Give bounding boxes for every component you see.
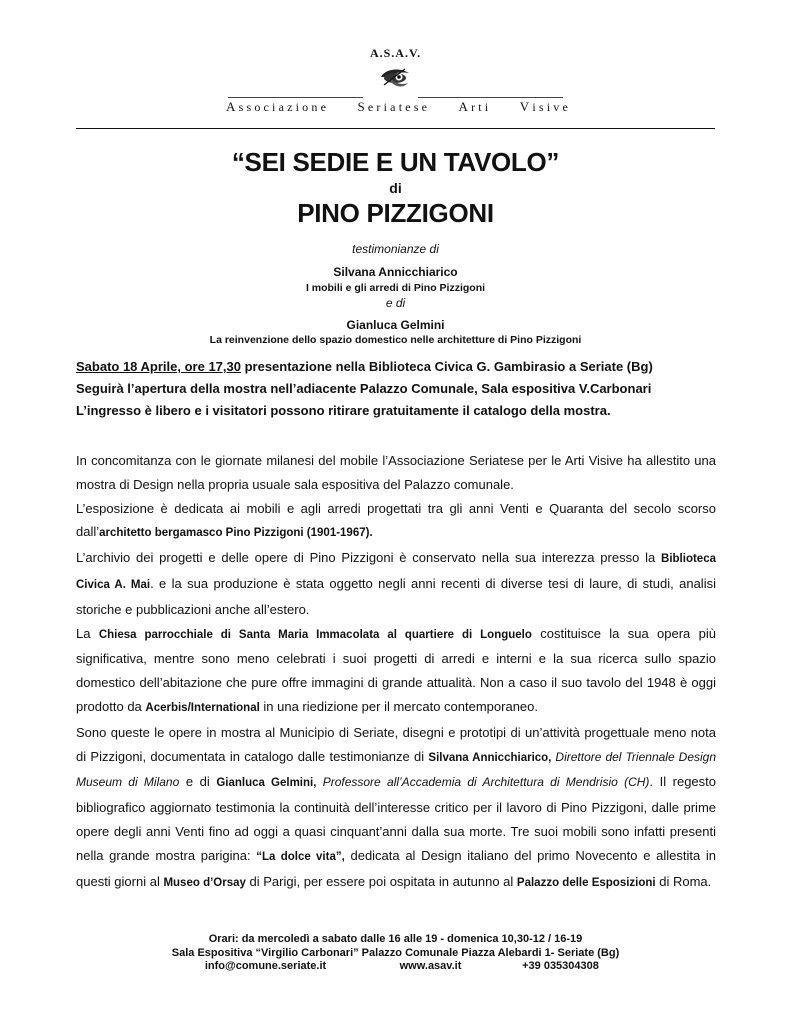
second-author-name: Gianluca Gelmini <box>346 318 445 332</box>
footer <box>0 933 791 974</box>
org-abbreviation: A.S.A.V. <box>369 46 422 60</box>
paragraph <box>76 497 716 547</box>
exhibition-title: “SEI SEDIE E UN TAVOLO” <box>231 147 560 177</box>
highlight: Silvana Annicchiarico, <box>428 751 552 764</box>
event-line-admission: L’ingresso è libero e i visitatori possono ritirare gratuitamente il catalogo della mostra. <box>76 403 611 418</box>
text: e di <box>179 774 217 790</box>
org-name-word <box>226 99 329 115</box>
event-date: Sabato 18 Aprile, ore 17,30 <box>76 359 241 374</box>
contacts <box>0 960 791 974</box>
org-name-word <box>459 99 492 115</box>
press-release-body <box>76 449 716 895</box>
initial: A <box>458 99 472 114</box>
word-rest: isive <box>532 100 571 114</box>
artist-name: PINO PIZZIGONI <box>297 198 494 228</box>
first-author-name: Silvana Annicchiarico <box>333 265 458 279</box>
asav-logo-icon <box>375 63 415 93</box>
highlight: Gianluca Gelmini, <box>216 777 317 790</box>
text: Sono queste le opere in mostra al Municipio di Seriate, disegni e prototipi di un’attività progettuale meno nota di Pizzigoni, documentata in catalogo dalle testimonianze di <box>76 724 716 764</box>
second-author-work: La reinvenzione dello spazio domestico nelle architetture di Pino Pizzigoni <box>209 334 582 346</box>
initial: A <box>226 99 239 114</box>
text: di Parigi, per essere poi ospitata in autunno al <box>245 873 517 889</box>
phone-number: +39 035304308 <box>522 960 599 972</box>
credits-joiner: e di <box>385 296 406 310</box>
email-link[interactable]: info@comune.seriate.it <box>204 960 327 972</box>
first-author-work: I mobili e gli arredi di Pino Pizzigoni <box>305 282 486 294</box>
text: L’archivio dei progetti e delle opere di Pino Pizzigoni è conservato nella sua interezza presso la <box>76 550 662 566</box>
org-name-word <box>520 99 571 115</box>
highlight: architetto bergamasco Pino Pizzigoni (1901-1967). <box>99 527 373 540</box>
text: in una riedizione per il mercato contemporaneo. <box>259 698 538 714</box>
highlight: Biblioteca Civica A. Mai <box>76 553 716 591</box>
testimonials-intro: testimonianze di <box>352 242 439 256</box>
highlight: Acerbis/International <box>145 701 260 714</box>
text: L’esposizione è dedicata ai mobili e agli arredi progettati tra gli anni Venti e Quaranta del secolo scorso dall’ <box>76 500 716 540</box>
highlight: Palazzo delle Esposizioni <box>516 876 656 889</box>
header-divider <box>76 128 715 129</box>
highlight: “La dolce vita”, <box>256 850 345 863</box>
initial: S <box>357 99 368 114</box>
text: dedicata al Design italiano del primo Novecento e allestita in questi giorni al <box>76 847 716 889</box>
paragraph: In concomitanza con le giornate milanesi del mobile l’Associazione Seriatese per le Arti Visive ha allestito una mostra di Design nella propria usuale sala espositiva del Palazzo comunale. <box>76 453 716 492</box>
event-line-presentation <box>76 356 716 378</box>
org-name-word <box>357 99 430 115</box>
initial: V <box>519 99 533 114</box>
event-location: presentazione nella Biblioteca Civica G. Gambirasio a Seriate (Bg) <box>240 359 653 374</box>
text: costituisce la sua opera più significativa, mentre sono meno celebrati i suoi progetti di arredi e interni e la sua ricerca sullo spazio domestico dell’abitazione che pure offre immagini di grande attualità. Non a caso il suo tavolo del 1948 è oggi prodotto da <box>76 625 716 714</box>
paragraph <box>76 721 716 896</box>
text: . Il regesto bibliografico aggiornato testimonia la continuità dell’interesse critico per il lavoro di Pino Pizzigoni, dalle prime opere degli anni Venti fino ad oggi a quasi cinquant’anni dalla sua morte. Tre suoi mobili sono infatti presenti nella grande mostra parigina: <box>76 774 717 863</box>
word-rest: eriatese <box>367 100 431 114</box>
paragraph <box>76 622 716 721</box>
italic-text: Professore all’Accademia di Architettura di Mendrisio (CH) <box>316 775 650 790</box>
word-rest: ssociazione <box>238 100 330 114</box>
event-line-opening: Seguirà l’apertura della mostra nell’adiacente Palazzo Comunale, Sala espositiva V.Carbonari <box>76 381 652 396</box>
text: . e la sua produzione è stata oggetto negli anni recenti di diverse tesi di laure, di studi, analisi storiche e pubblicazioni anche all’estero. <box>76 575 716 617</box>
website-link[interactable]: www.asav.it <box>399 960 462 972</box>
paragraph <box>76 546 716 621</box>
text: di Roma. <box>655 873 712 889</box>
highlight: Chiesa parrocchiale di Santa Maria Immacolata al quartiere di Longuelo <box>98 628 532 641</box>
organization-name <box>226 99 571 115</box>
event-announcement <box>76 356 716 422</box>
title-connector: di <box>389 180 402 196</box>
italic-text: Direttore del Triennale Design Museum di Milano <box>76 749 717 790</box>
venue-address: Sala Espositiva “Virgilio Carbonari” Palazzo Comunale Piazza Alebardi 1- Seriate (Bg) <box>171 946 620 959</box>
opening-hours: Orari: da mercoledì a sabato dalle 16 alle 19 - domenica 10,30-12 / 16-19 <box>208 933 583 945</box>
logo-divider-right <box>418 97 563 98</box>
word-rest: rti <box>471 100 492 114</box>
highlight: Museo d’Orsay <box>163 876 246 889</box>
logo-divider-left <box>228 97 363 98</box>
text: La <box>76 625 99 641</box>
